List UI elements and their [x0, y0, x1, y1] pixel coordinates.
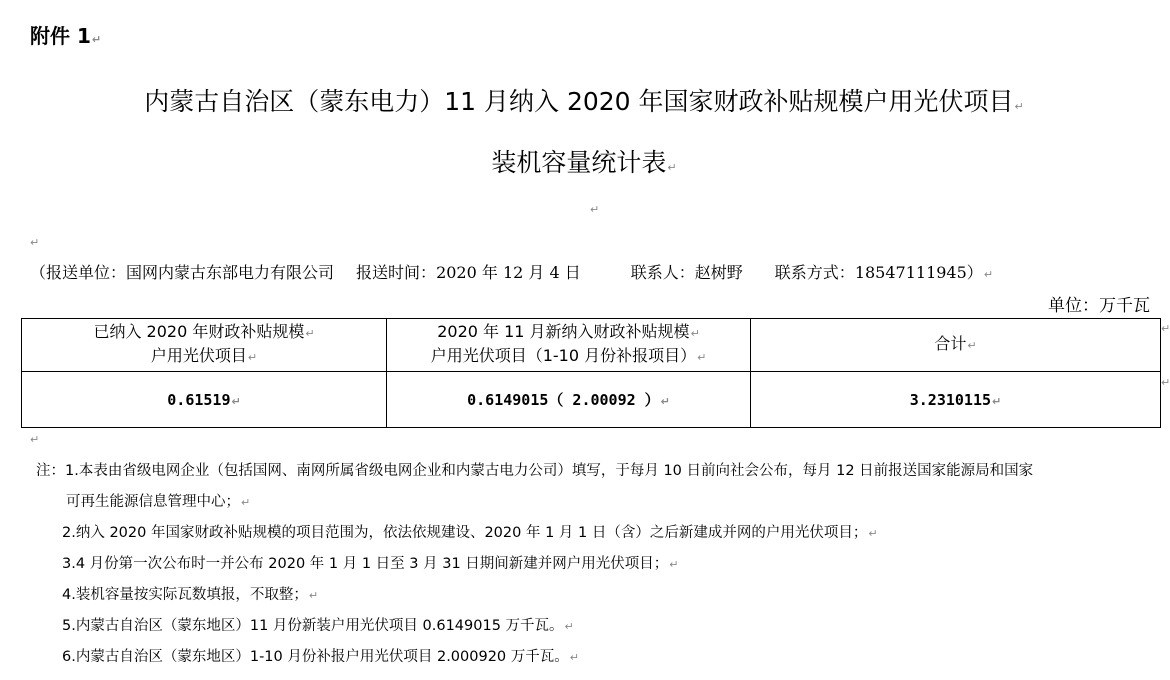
note-item: 注：1.本表由省级电网企业（包括国网、南网所属省级电网企业和内蒙古电力公司）填写，于每月 10 日前向社会公布，每月 12 日前报送国家能源局和国家	[36, 456, 1161, 487]
report-info-line: （报送单位：国网内蒙古东部电力有限公司 报送时间：2020 年 12 月 4 日 联系人：赵树野 联系方式：18547111945）↵	[30, 263, 994, 282]
notes-section	[36, 456, 1161, 673]
header-new-capacity: 2020 年 11 月新纳入财政补贴规模↵ 户用光伏项目（1-10 月份补报项目）↵	[387, 319, 751, 372]
value-total: 3.2310115↵	[751, 372, 1161, 428]
row-end-mark: ↵	[1161, 376, 1170, 389]
open-paren: （	[30, 263, 47, 282]
header-included-capacity: 已纳入 2020 年财政补贴规模↵ 户用光伏项目↵	[22, 319, 387, 372]
note-item: 2.纳入 2020 年国家财政补贴规模的项目范围为，依法依规建设、2020 年 1 月 1 日（含）之后新建成并网的户用光伏项目；↵	[62, 525, 878, 541]
value-new-capacity: 0.6149015（ 2.00092 ）↵	[387, 372, 751, 428]
document-title-line-1: 内蒙古自治区（蒙东电力）11 月纳入 2020 年国家财政补贴规模户用光伏项目↵	[144, 87, 1024, 116]
value-included-capacity: 0.61519↵	[22, 372, 387, 428]
note-item: 4.装机容量按实际瓦数填报，不取整；↵	[62, 587, 319, 603]
document-title-line-2: 装机容量统计表↵	[491, 148, 677, 177]
row-end-mark: ↵	[1161, 322, 1170, 335]
capacity-table	[21, 318, 1161, 428]
report-unit-value: 国网内蒙古东部电力有限公司	[126, 263, 335, 282]
note-item: 6.内蒙古自治区（蒙东地区）1-10 月份补报户用光伏项目 2.000920 万千瓦。↵	[62, 649, 579, 665]
attachment-label: 附件 1↵	[30, 24, 102, 48]
empty-paragraph-mark: ↵	[30, 433, 40, 446]
note-item: 5.内蒙古自治区（蒙东地区）11 月份新装户用光伏项目 0.6149015 万千瓦。↵	[62, 618, 574, 634]
unit-note: 单位：万千瓦	[1048, 296, 1150, 316]
phone-value: 18547111945	[854, 263, 967, 282]
contact-label: 联系人：	[630, 263, 695, 282]
empty-paragraph-mark: ↵	[30, 236, 40, 249]
phone-label: 联系方式：	[774, 263, 855, 282]
notes-prefix: 注：	[36, 463, 65, 479]
note-item-continuation: 可再生能源信息管理中心；↵	[66, 494, 251, 510]
contact-value: 赵树野	[694, 263, 743, 282]
table-row	[22, 372, 1161, 428]
empty-paragraph-mark: ↵	[590, 203, 600, 216]
table-header-row	[22, 319, 1161, 372]
note-item: 3.4 月份第一次公布时一并公布 2020 年 1 月 1 日至 3 月 31 日期间新建并网户用光伏项目；↵	[62, 556, 679, 572]
report-unit-label: 报送单位：	[46, 263, 127, 282]
header-total: 合计↵	[751, 319, 1161, 372]
report-time-label: 报送时间：	[356, 263, 437, 282]
close-paren: ）	[966, 263, 983, 282]
report-time-value: 2020 年 12 月 4 日	[436, 263, 581, 282]
